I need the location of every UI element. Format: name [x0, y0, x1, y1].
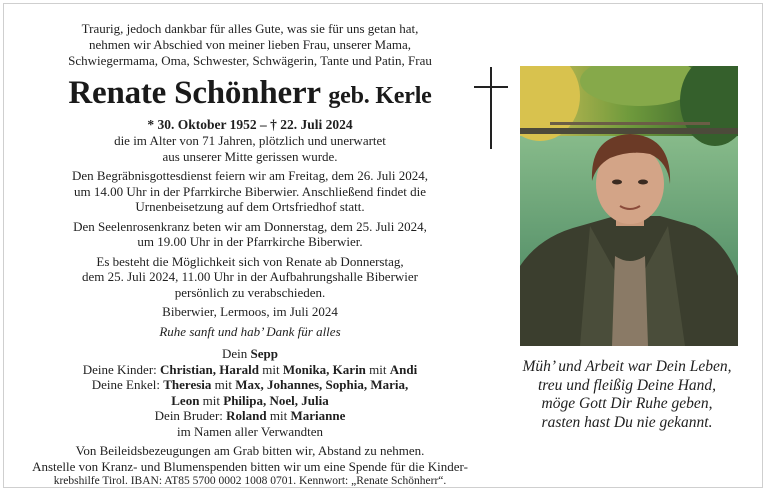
portrait-illustration	[520, 66, 738, 346]
farewell-line-2: dem 25. Juli 2024, 11.00 Uhr in der Aufbahrungshalle Biberwier	[81, 269, 418, 284]
intro-line-3: Schwiegermama, Oma, Schwester, Schwägerin, Tante und Patin, Frau	[68, 53, 432, 68]
obituary-text	[30, 21, 470, 488]
funeral-line-1: Den Begräbnisgottesdienst feiern wir am Freitag, dem 26. Juli 2024,	[72, 168, 428, 183]
rest-line: Ruhe sanft und hab’ Dank für alles	[159, 323, 341, 339]
funeral-line-3: Urnenbeisetzung auf dem Ortsfriedhof statt.	[135, 199, 365, 214]
verse-line-3: möge Gott Dir Ruhe geben,	[541, 395, 713, 412]
memorial-verse	[496, 358, 758, 432]
donation-line-1: Anstelle von Kranz- und Blumenspenden bitten wir um eine Spende für die Kinder-	[32, 458, 468, 474]
rosary-line-2: um 19.00 Uhr in der Pfarrkirche Biberwier.	[137, 234, 363, 249]
maiden-name: geb. Kerle	[328, 83, 432, 109]
family-husband: Dein Sepp	[222, 346, 278, 361]
rosary-line-1: Den Seelenrosenkranz beten wir am Donnerstag, dem 25. Juli 2024,	[73, 218, 427, 234]
condolence-note: Von Beileidsbezeugungen am Grab bitten wir, Abstand zu nehmen.	[75, 443, 425, 458]
cross-icon	[474, 67, 508, 149]
family-relatives: im Namen aller Verwandten	[177, 423, 323, 439]
funeral-line-2: um 14.00 Uhr in der Pfarrkirche Biberwier. Anschließend findet die	[74, 183, 426, 199]
donation-line-2: krebshilfe Tirol. IBAN: AT85 5700 0002 1008 0701. Kennwort: „Renate Schönherr“.	[53, 475, 447, 487]
death-line-1: die im Alter von 71 Jahren, plötzlich und unerwartet	[114, 133, 386, 148]
family-brother: Dein Bruder: Roland mit Marianne	[154, 408, 346, 423]
deceased-name: Renate Schönherr	[68, 75, 321, 111]
place-date: Biberwier, Lermoos, im Juli 2024	[162, 304, 338, 319]
family-grandchildren-1: Deine Enkel: Theresia mit Max, Johannes, Sophia, Maria,	[91, 377, 409, 392]
intro-line-2: nehmen wir Abschied von meiner lieben Frau, unserer Mama,	[88, 37, 412, 52]
family-grandchildren-2: Leon mit Philipa, Noel, Julia	[171, 392, 329, 408]
verse-line-2: treu und fleißig Deine Hand,	[537, 376, 717, 394]
portrait-photo	[520, 66, 738, 346]
farewell-line-3: persönlich zu verabschieden.	[174, 284, 326, 300]
life-dates: * 30. Oktober 1952 – † 22. Juli 2024	[147, 117, 353, 132]
deceased-name-heading	[30, 75, 470, 114]
intro-line-1: Traurig, jedoch dankbar für alles Gute, was sie für uns getan hat,	[81, 21, 419, 36]
verse-line-4: rasten hast Du nie gekannt.	[541, 413, 713, 431]
family-list	[30, 346, 470, 439]
verse-line-1: Müh’ und Arbeit war Dein Leben,	[522, 358, 732, 375]
death-line-2: aus unserer Mitte gerissen wurde.	[162, 148, 338, 164]
farewell-line-1: Es besteht die Möglichkeit sich von Renate ab Donnerstag,	[96, 253, 404, 269]
family-children: Deine Kinder: Christian, Harald mit Monika, Karin mit Andi	[82, 361, 418, 377]
